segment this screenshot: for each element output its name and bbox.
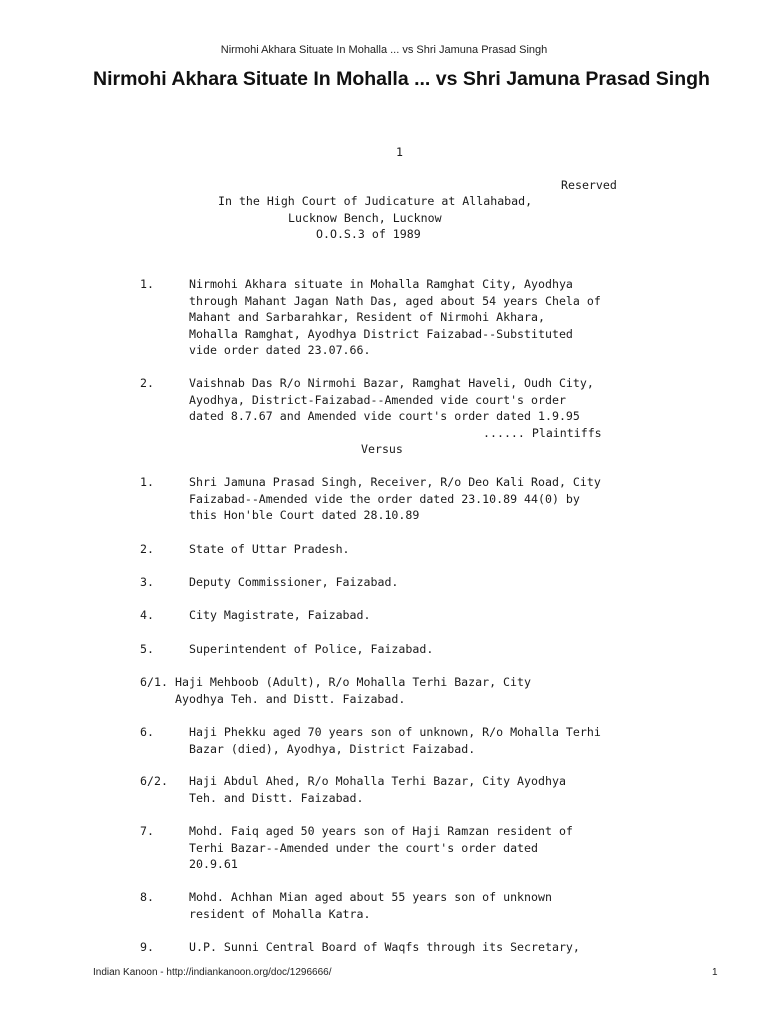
- defendant-9-number: 9.: [140, 940, 154, 954]
- defendant-6-2-text: Haji Abdul Ahed, R/o Mohalla Terhi Bazar, City Ayodhya Teh. and Distt. Faizabad.: [189, 774, 566, 805]
- reserved-label: Reserved: [561, 178, 617, 192]
- plaintiff-2-number: 2.: [140, 376, 154, 390]
- defendant-6-1-text: Haji Mehboob (Adult), R/o Mohalla Terhi Bazar, City Ayodhya Teh. and Distt. Faizabad.: [175, 675, 531, 706]
- defendant-1-text: Shri Jamuna Prasad Singh, Receiver, R/o Deo Kali Road, City Faizabad--Amended vide the order dated 23.10.89 44(0) by this Hon'ble Court dated 28.10.89: [189, 475, 601, 522]
- plaintiffs-label: ...... Plaintiffs: [483, 426, 602, 440]
- defendant-2-text: State of Uttar Pradesh.: [189, 542, 350, 556]
- court-line-1: In the High Court of Judicature at Allahabad,: [218, 194, 533, 208]
- footer-source-link[interactable]: Indian Kanoon - http://indiankanoon.org/doc/1296666/: [93, 967, 332, 978]
- defendant-7-text: Mohd. Faiq aged 50 years son of Haji Ramzan resident of Terhi Bazar--Amended under the court's order dated 20.9.61: [189, 824, 573, 871]
- page-marker: 1: [396, 145, 403, 159]
- defendant-4-text: City Magistrate, Faizabad.: [189, 608, 371, 622]
- case-number: O.O.S.3 of 1989: [316, 227, 421, 241]
- defendant-6-2-number: 6/2.: [140, 774, 168, 788]
- plaintiff-2-text: Vaishnab Das R/o Nirmohi Bazar, Ramghat Haveli, Oudh City, Ayodhya, District-Faizabad--Amended vide court's order dated 8.7.67 and Amended vide court's order dated 1.9.95: [189, 376, 594, 423]
- defendant-7-number: 7.: [140, 824, 154, 838]
- defendant-9-text: U.P. Sunni Central Board of Waqfs through its Secretary,: [189, 940, 580, 954]
- versus-label: Versus: [361, 442, 403, 456]
- defendant-2-number: 2.: [140, 542, 154, 556]
- defendant-6-number: 6.: [140, 725, 154, 739]
- defendant-5-number: 5.: [140, 642, 154, 656]
- running-header: Nirmohi Akhara Situate In Mohalla ... vs Shri Jamuna Prasad Singh: [220, 44, 548, 56]
- defendant-8-text: Mohd. Achhan Mian aged about 55 years son of unknown resident of Mohalla Katra.: [189, 890, 552, 921]
- court-line-2: Lucknow Bench, Lucknow: [288, 211, 442, 225]
- defendant-3-text: Deputy Commissioner, Faizabad.: [189, 575, 399, 589]
- plaintiff-1-text: Nirmohi Akhara situate in Mohalla Ramghat City, Ayodhya through Mahant Jagan Nath Das, aged about 54 years Chela of Mahant and Sarbarahkar, Resident of Nirmohi Akhara, Mohalla Ramghat, Ayodhya District Faizabad--Substituted vide order dated 23.07.66.: [189, 277, 601, 357]
- defendant-3-number: 3.: [140, 575, 154, 589]
- defendant-8-number: 8.: [140, 890, 154, 904]
- defendant-6-1-number: 6/1.: [140, 675, 168, 689]
- defendant-4-number: 4.: [140, 608, 154, 622]
- document-title: Nirmohi Akhara Situate In Mohalla ... vs Shri Jamuna Prasad Singh: [93, 68, 710, 90]
- defendant-1-number: 1.: [140, 475, 154, 489]
- plaintiff-1-number: 1.: [140, 277, 154, 291]
- defendant-6-text: Haji Phekku aged 70 years son of unknown, R/o Mohalla Terhi Bazar (died), Ayodhya, District Faizabad.: [189, 725, 601, 756]
- defendant-5-text: Superintendent of Police, Faizabad.: [189, 642, 434, 656]
- footer-page-number: 1: [712, 967, 718, 978]
